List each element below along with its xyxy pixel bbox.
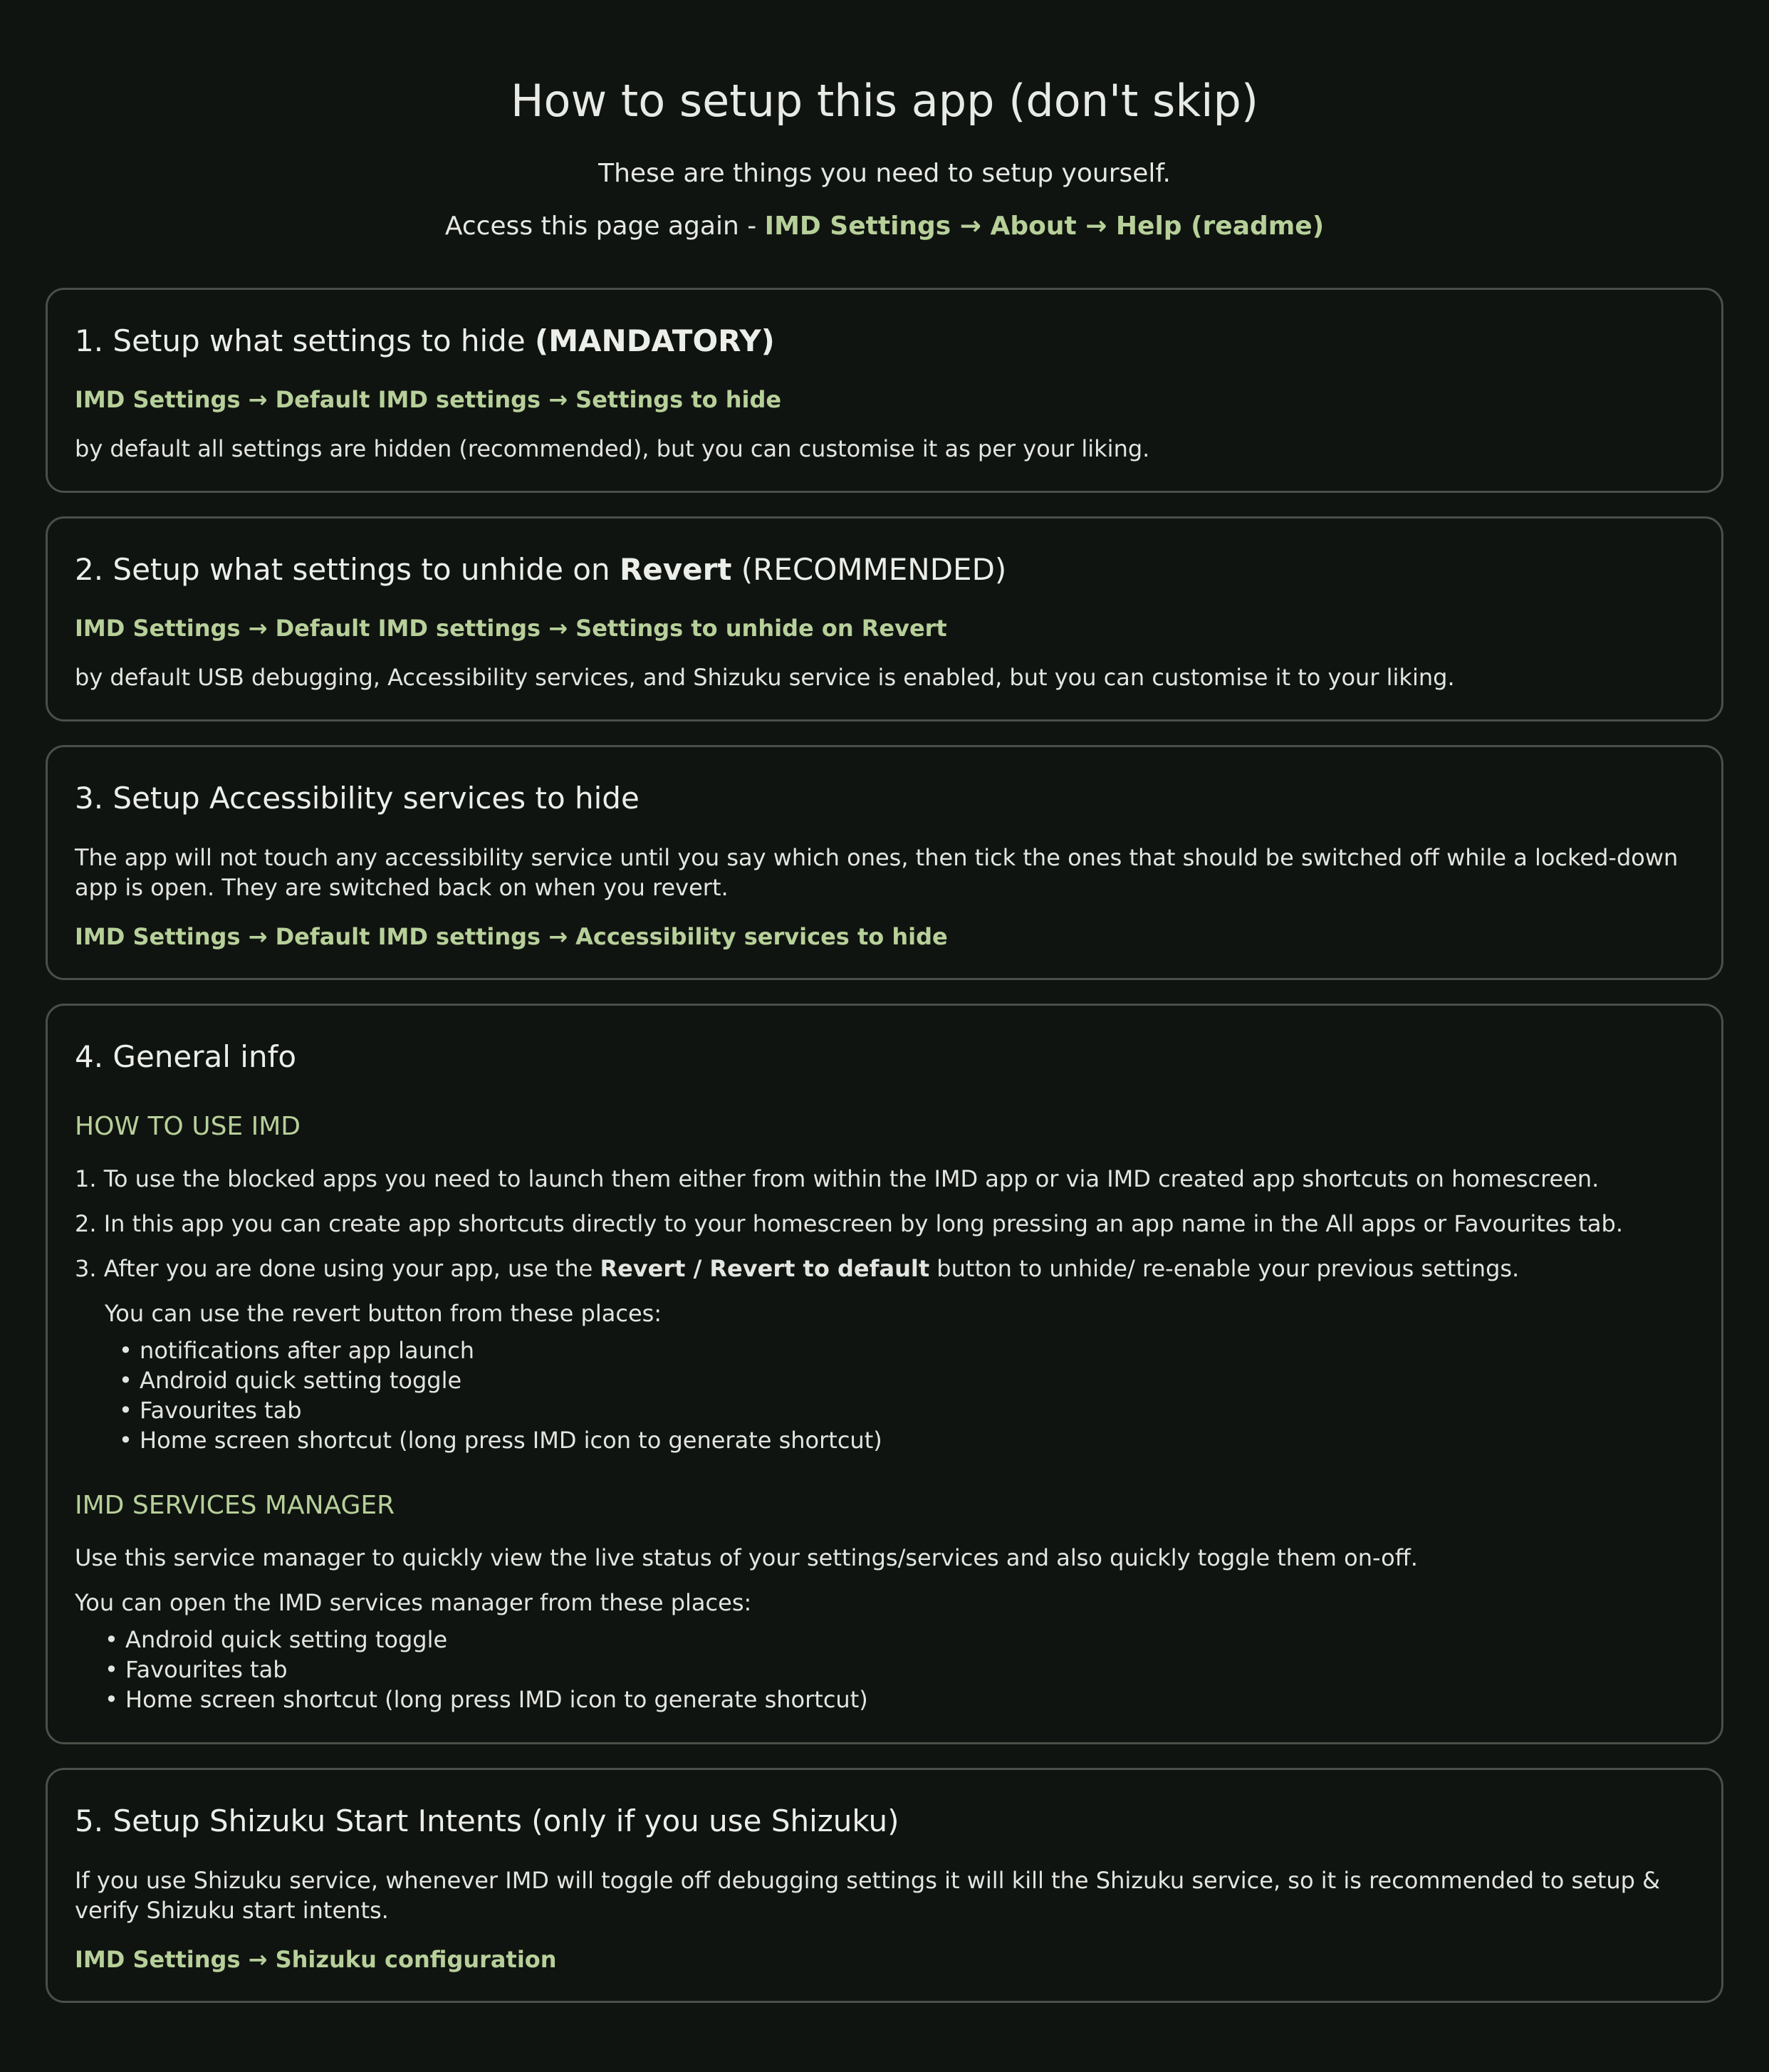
step-3 [75,1254,1694,1284]
section-title-2-text: 2. Setup what settings to unhide on [75,552,620,587]
section-title-2-suffix: (RECOMMENDED) [731,552,1007,587]
section-card-2 [46,516,1723,722]
page-subtitle: These are things you need to setup yourself. [598,159,1171,188]
section-text-2: by default USB debugging, Accessibility services, and Shizuku service is enabled, but you can customise it to your liking. [75,664,1455,691]
page-header [0,0,1769,244]
list-item: • Home screen shortcut (long press IMD icon to generate shortcut) [105,1685,868,1714]
section-path-2[interactable]: IMD Settings → Default IMD settings → Settings to unhide on Revert [75,615,947,642]
list-item: • Favourites tab [105,1655,868,1685]
section-path-5[interactable]: IMD Settings → Shizuku configuration [75,1946,557,1973]
section-card-4 [46,1004,1723,1744]
step-2: 2. In this app you can create app shortcuts directly to your homescreen by long pressing an app name in the All apps or Favourites tab. [75,1210,1624,1237]
section-card-3 [46,745,1723,980]
list-item: • Favourites tab [119,1395,882,1425]
revert-button-name: Revert / Revert to default [600,1255,930,1282]
section-text-1: by default all settings are hidden (recommended), but you can customise it as per your liking. [75,435,1150,462]
list-item: • Home screen shortcut (long press IMD icon to generate shortcut) [119,1425,882,1455]
section-title-1 [75,321,775,361]
list-item: • Android quick setting toggle [119,1365,882,1395]
step-3-text: 3. After you are done using your app, use the [75,1255,600,1282]
section-card-1 [46,288,1723,493]
page-title: How to setup this app (don't skip) [510,75,1259,127]
section-title-4: 4. General info [75,1039,297,1074]
section-title-2 [75,550,1006,590]
list-item: • notifications after app launch [119,1336,882,1365]
revert-places-intro: You can use the revert button from these places: [105,1300,662,1327]
section-text-3: The app will not touch any accessibility service until you say which ones, then tick the ones that should be switched off while a locked-down app is open. They are switched back on when you revert. [75,844,1679,901]
services-manager-label: IMD SERVICES MANAGER [75,1491,395,1520]
step-3-suffix: button to unhide/ re-enable your previous settings. [929,1255,1520,1282]
section-title-5: 5. Setup Shizuku Start Intents (only if you use Shizuku) [75,1803,899,1838]
section-title-1-text: 1. Setup what settings to hide [75,323,536,358]
services-places-list [105,1625,868,1714]
services-places-intro: You can open the IMD services manager from these places: [75,1589,752,1616]
section-title-1-bold: (MANDATORY) [535,323,775,358]
section-title-2-bold: Revert [619,552,732,587]
services-manager-text: Use this service manager to quickly view the live status of your settings/services and also quickly toggle them on-off. [75,1544,1418,1571]
revert-places-list [119,1336,882,1455]
access-hint-prefix: Access this page again - [444,212,765,241]
access-path-link: IMD Settings → About → Help (readme) [764,212,1325,241]
section-card-5 [46,1768,1723,2003]
section-path-1[interactable]: IMD Settings → Default IMD settings → Settings to hide [75,386,782,413]
section-text-5: If you use Shizuku service, whenever IMD will toggle off debugging settings it will kill the Shizuku service, so it is recommended to setup & verify Shizuku start intents. [75,1867,1661,1924]
section-path-3[interactable]: IMD Settings → Default IMD settings → Accessibility services to hide [75,923,948,950]
section-title-3: 3. Setup Accessibility services to hide [75,781,640,816]
how-to-use-label: HOW TO USE IMD [75,1112,301,1141]
list-item: • Android quick setting toggle [105,1625,868,1655]
step-1: 1. To use the blocked apps you need to launch them either from within the IMD app or via IMD created app shortcuts on homescreen. [75,1165,1600,1192]
access-hint [0,209,1769,244]
